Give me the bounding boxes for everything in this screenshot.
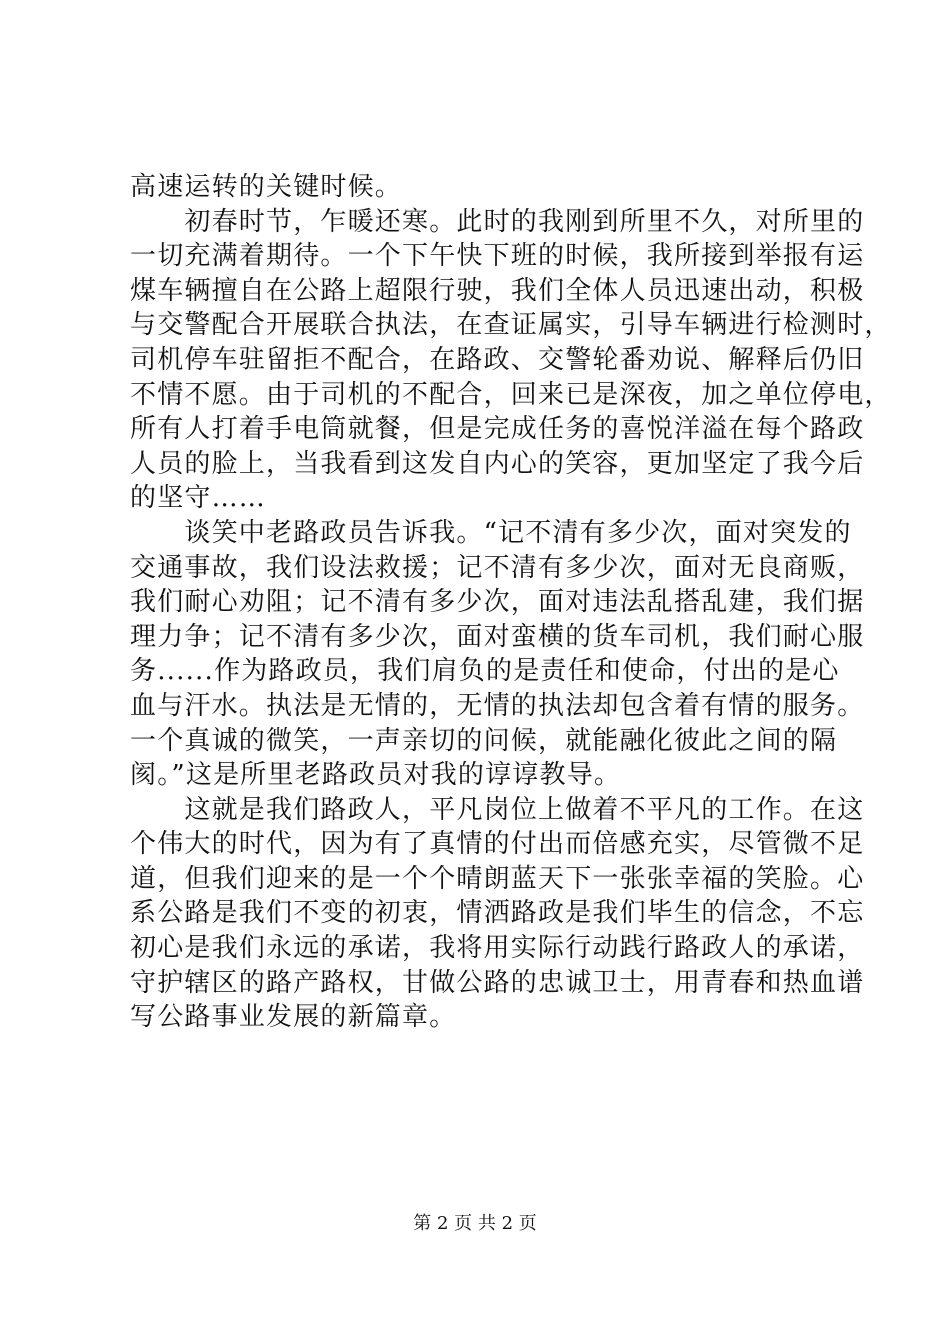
text-line: 这就是我们路政人，平凡岗位上做着不平凡的工作。在这 (130, 794, 865, 825)
text-line: 一切充满着期待。一个下午快下班的时候，我所接到举报有运 (130, 241, 865, 272)
text-line: 写公路事业发展的新篇章。 (130, 1002, 457, 1033)
text-line: 高速运转的关键时候。 (130, 172, 403, 202)
text-line: 务......作为路政员，我们肩负的是责任和使命，付出的是心 (130, 656, 840, 687)
text-line: 初春时节，乍暖还寒。此时的我刚到所里不久，对所里的 (130, 206, 865, 237)
text-line: 一个真诚的微笑，一声亲切的问候，就能融化彼此之间的隔 (130, 725, 838, 756)
text-line: 司机停车驻留拒不配合，在路政、交警轮番劝说、解释后仍旧 (130, 344, 865, 375)
text-line: 所有人打着手电筒就餐，但是完成任务的喜悦洋溢在每个路政 (130, 414, 865, 445)
text-line: 系公路是我们不变的初衷，情洒路政是我们毕生的信念，不忘 (130, 898, 865, 929)
text-line: 交通事故，我们设法救援；记不清有多少次，面对无良商贩， (130, 552, 865, 583)
text-line: 与交警配合开展联合执法，在查证属实，引导车辆进行检测时， (130, 310, 892, 341)
text-line: 的坚守…… (130, 483, 267, 514)
text-line: 理力争；记不清有多少次，面对蛮横的货车司机，我们耐心服 (130, 621, 865, 652)
text-line: 初心是我们永远的承诺，我将用实际行动践行路政人的承诺， (130, 933, 865, 964)
page-footer: 第 2 页 共 2 页 (413, 1213, 537, 1234)
document-body (130, 170, 892, 1035)
text-line: 人员的脸上，当我看到这发自内心的笑容，更加坚定了我今后 (130, 448, 865, 479)
text-line: 阂。”这是所里老路政员对我的谆谆教导。 (130, 760, 622, 791)
text-line: 煤车辆擅自在公路上超限行驶，我们全体人员迅速出动，积极 (130, 275, 865, 306)
text-line: 守护辖区的路产路权，甘做公路的忠诚卫士，用青春和热血谱 (130, 967, 865, 998)
text-line: 不情不愿。由于司机的不配合，回来已是深夜，加之单位停电， (130, 379, 892, 410)
text-line: 道，但我们迎来的是一个个晴朗蓝天下一张张幸福的笑脸。心 (130, 863, 865, 894)
text-line: 血与汗水。执法是无情的，无情的执法却包含着有情的服务。 (130, 690, 865, 721)
text-line: 谈笑中老路政员告诉我。“记不清有多少次，面对突发的 (130, 517, 852, 548)
text-line: 个伟大的时代，因为有了真情的付出而倍感充实，尽管微不足 (130, 829, 865, 860)
text-line: 我们耐心劝阻；记不清有多少次，面对违法乱搭乱建，我们据 (130, 587, 865, 618)
